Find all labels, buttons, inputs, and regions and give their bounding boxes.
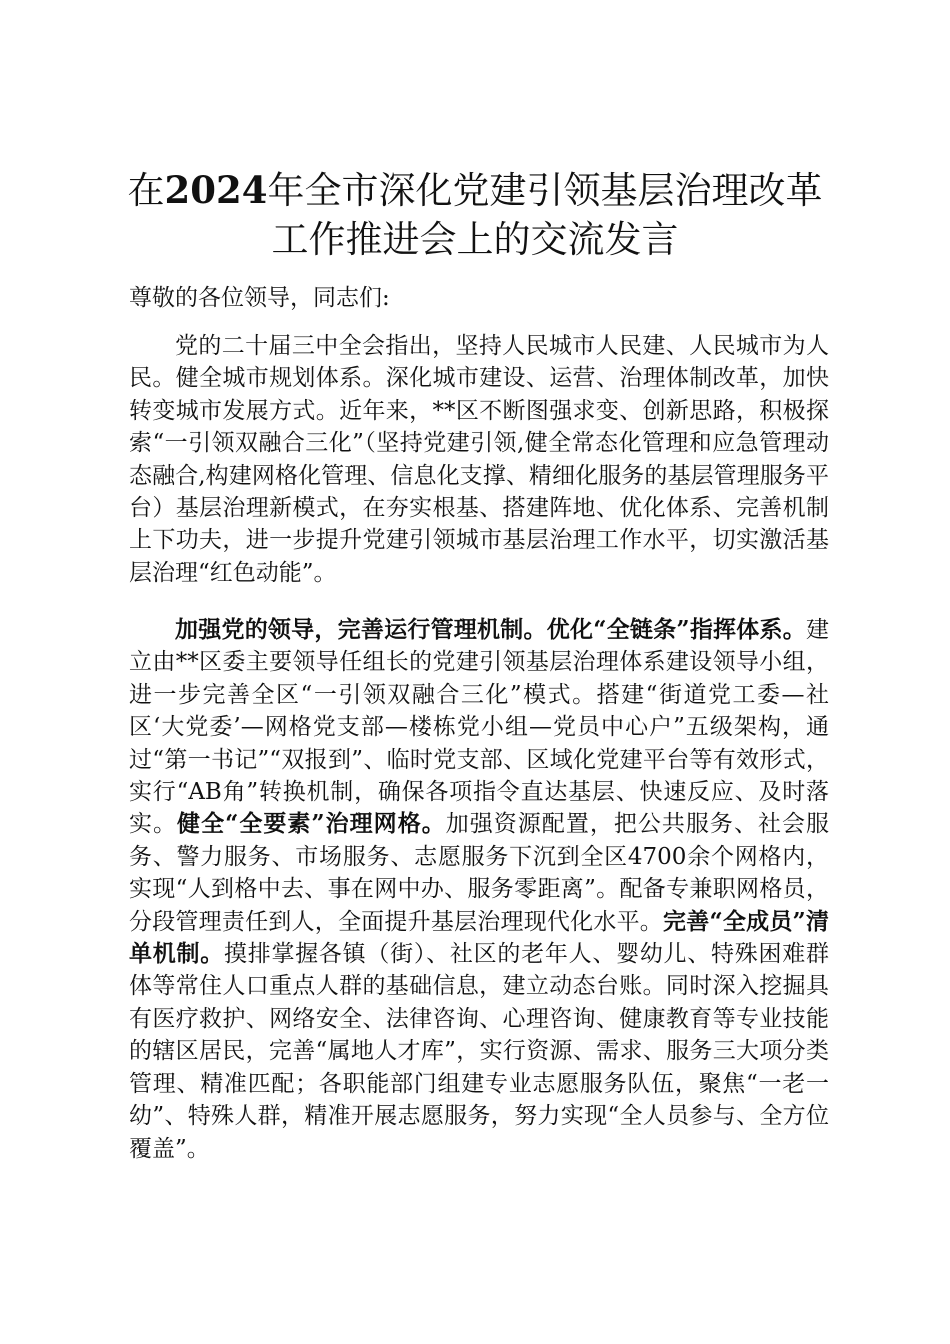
title-prefix: 在 [127,169,165,212]
paragraph-leadership [129,614,829,1165]
paragraph-intro: 党的二十届三中全会指出，坚持人民城市人民建、人民城市为人民。健全城市规划体系。深化城市建设、运营、治理体制改革，加快转变城市发展方式。近年来，**区不断图强求变、创新思路，积极探索“一引领双融合三化”（坚持党建引领,健全常态化管理和应急管理动态融合,构建网格化管理、信息化支撑、精细化服务的基层管理服务平台）基层治理新模式，在夯实根基、搭建阵地、优化体系、完善机制上下功夫，进一步提升党建引领城市基层治理工作水平，切实激活基层治理“红色动能”。 [129,333,829,586]
paragraph-heading: 加强党的领导，完善运行管理机制。 [175,616,547,643]
document-title [118,166,832,264]
subheading-grid: 健全“全要素”治理网格。 [177,810,446,838]
salutation: 尊敬的各位领导，同志们: [129,285,390,311]
text-member-list: 摸排掌握各镇（街）、社区的老年人、婴幼儿、特殊困难群体等常住人口重点人群的基础信息，建立动态台账。同时深入挖掘具有医疗救护、网络安全、法律咨询、心理咨询、健康教育等专业技能的辖区居民，完善“属地人才库”，实行资源、需求、服务三大项分类管理、精准匹配；各职能部门组建专业志愿服务队伍，聚焦“一老一幼”、特殊人群，精准开展志愿服务，努力实现“全人员参与、全方位覆盖”。 [129,941,830,1162]
title-year: 2024 [164,168,268,212]
text-command-system: 建立由**区委主要领导任组长的党建引领基层治理体系建设领导小组，进一步完善全区“一引领双融合三化”模式。搭建“街道党工委—社区‘大党委’—网格党支部—楼栋党小组—党员中心户”五级架构，通过“第一书记”“双报到”、临时党支部、区域化党建平台等有效形式，实行“AB角”转换机制，确保各项指令直达基层、快速反应、及时落实。 [129,617,829,838]
title-rest: 年全市深化党建引领基层治理改革工作推进会上的交流发言 [267,169,823,261]
subheading-command-system: 优化“全链条”指挥体系。 [546,616,806,643]
text-grid: 加强资源配置，把公共服务、社会服务、警力服务、市场服务、志愿服务下沉到全区4700余个网格内，实现“人到格中去、事在网中办、服务零距离”。配备专兼职网格员，分段管理责任到人，全面提升基层治理现代化水平。 [129,811,830,935]
subheading-member-list: 完善“全成员”清单机制。 [129,907,829,968]
